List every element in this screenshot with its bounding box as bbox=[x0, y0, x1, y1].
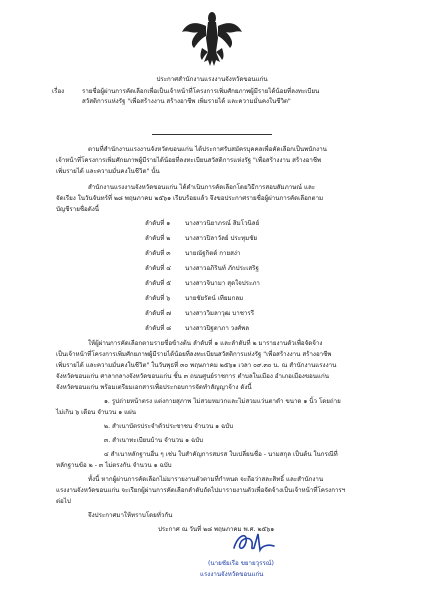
divider-line bbox=[152, 134, 272, 135]
para1-line2: เจ้าหน้าที่โครงการเพิ่มศักยภาพผู้มีรายได้น้อยที่ลงทะเบียนสวัสดิการแห่งรัฐ "เพื่อสร้างงาน สร้างอาชีพ bbox=[56, 157, 322, 164]
doc-item-4-line1: ๔ สำเนาหลักฐานอื่น ๆ เช่น ใบสำคัญการสมรส ใบเปลี่ยนชื่อ - นามสกุล เป็นต้น ในกรณีที่ bbox=[104, 451, 338, 458]
list-rank: ลำดับที่ ๘ bbox=[145, 325, 172, 332]
list-rank: ลำดับที่ ๑ bbox=[145, 220, 171, 227]
list-item bbox=[145, 295, 243, 303]
doc-item-3: ๓. สำเนาทะเบียนบ้าน จำนวน ๑ ฉบับ bbox=[104, 437, 204, 444]
doc-item-4-line2: หลักฐานข้อ ๒ - ๓ ไม่ตรงกัน จำนวน ๑ ฉบับ bbox=[56, 462, 172, 469]
list-rank: ลำดับที่ ๕ bbox=[145, 280, 171, 287]
list-rank: ลำดับที่ ๔ bbox=[145, 265, 171, 272]
signer-title: แรงงานจังหวัดขอนแก่น bbox=[200, 571, 264, 578]
list-name: นายณัฐกิตต์ กายสง่า bbox=[185, 250, 241, 257]
issuer-heading: ประกาศสำนักงานแรงงานจังหวัดขอนแก่น bbox=[156, 76, 268, 83]
garuda-emblem-icon bbox=[180, 8, 244, 68]
list-name: นางสาววิมลาวุฒ บาชารรี bbox=[185, 310, 255, 317]
para3-line4: จังหวัดขอนแก่น ศาลากลางจังหวัดขอนแก่น ชั้น ๓ ถนนศูนย์ราชการ ตำบลในเมือง อำเภอเมืองขอนแก่น bbox=[56, 373, 329, 380]
para4-line2: แรงงานจังหวัดขอนแก่น จะเรียกผู้ผ่านการคัดเลือกลำดับถัดไปมารายงานตัวเพื่อจัดจ้างเป็นเจ้าหน้าที่โครงการฯ bbox=[56, 487, 346, 494]
list-rank: ลำดับที่ ๒ bbox=[145, 235, 171, 242]
list-rank: ลำดับที่ ๓ bbox=[145, 250, 171, 257]
para2-line1: สำนักงานแรงงานจังหวัดขอนแก่น ได้ดำเนินการคัดเลือกโดยวิธีการสอบสัมภาษณ์ และ bbox=[88, 184, 316, 191]
list-name: นางสาวจินามา สุดใจประภา bbox=[185, 280, 260, 287]
list-item bbox=[145, 310, 254, 318]
list-item bbox=[145, 325, 249, 333]
para1-line3: เพิ่มรายได้ และความมั่นคงในชีวิต" นั้น bbox=[56, 168, 160, 175]
announcement-date: ประกาศ ณ วันที่ ๒๘ พฤษภาคม พ.ศ. ๒๕๖๑ bbox=[158, 526, 275, 533]
closing-announce: จึงประกาศมาให้ทราบโดยทั่วกัน bbox=[88, 512, 173, 519]
signature-icon bbox=[228, 528, 278, 556]
list-name: นางสาวอภิรินท์ ภักประเสริฐ bbox=[185, 265, 259, 272]
subject-line-2: สวัสดิการแห่งรัฐ "เพื่อสร้างงาน สร้างอาชีพ เพิ่มรายได้ และความมั่นคงในชีวิต" bbox=[82, 98, 291, 105]
para2-line3: บัญชีรายชื่อดังนี้ bbox=[56, 206, 100, 213]
para1-line1: ตามที่สำนักงานแรงงานจังหวัดขอนแก่น ได้ประกาศรับสมัครบุคคลเพื่อคัดเลือกเป็นพนักงาน bbox=[88, 146, 327, 153]
list-name: นางสาวปิฐดาภา วงศ์พล bbox=[185, 325, 250, 332]
list-rank: ลำดับที่ ๗ bbox=[145, 310, 171, 317]
list-item bbox=[145, 265, 259, 273]
para2-line2: จัดเรียง ในวันจันทร์ที่ ๒๘ พฤษภาคม ๒๕๖๑ เรียบร้อยแล้ว จึงขอประกาศรายชื่อผู้ผ่านการคัดเลือกตาม bbox=[56, 195, 324, 202]
list-rank: ลำดับที่ ๖ bbox=[145, 295, 171, 302]
list-item bbox=[145, 250, 240, 258]
doc-item-1-line2: ไม่เกิน ๖ เดือน จำนวน ๑ แผ่น bbox=[56, 409, 136, 416]
para3-line3: เพิ่มรายได้ และความมั่นคงในชีวิต" ในวันพุธที่ ๓๐ พฤษภาคม ๒๕๖๑ เวลา ๐๙.๓๐ น. ณ สำนักงานแรงงาน bbox=[56, 362, 337, 369]
subject-line-1: รายชื่อผู้ผ่านการคัดเลือกเพื่อเป็นเจ้าหน้าที่โครงการเพิ่มศักยภาพผู้มีรายได้น้อยที่ลงทะเบียน bbox=[82, 88, 320, 95]
list-name: นางสาวนิยาภรณ์ สิมโวนิลย์ bbox=[185, 220, 260, 227]
list-item bbox=[145, 235, 257, 243]
subject-label: เรื่อง bbox=[52, 88, 65, 95]
signer-name: (นายชัยเรือ ขยายวุรรณ์) bbox=[208, 560, 274, 567]
list-item bbox=[145, 220, 259, 228]
list-name: นายชัยรัตน์ เทียมกลม bbox=[185, 295, 244, 302]
doc-item-2: ๒. สำเนาบัตรประจำตัวประชาชน จำนวน ๑ ฉบับ bbox=[104, 423, 234, 430]
para3-line5: จังหวัดขอนแก่น พร้อมเตรียมเอกสารเพื่อประกอบการจัดทำสัญญาจ้าง ดังนี้ bbox=[56, 384, 252, 391]
list-name: นางสาวปิลาวัลย์ ประทุมชัย bbox=[185, 235, 258, 242]
doc-item-1-line1: ๑. รูปถ่ายหน้าตรง แต่งกายสุภาพ ไม่สวมหมวกและไม่สวมแว่นตาดำ ขนาด ๑ นิ้ว โดยถ่าย bbox=[104, 398, 341, 405]
para4-line1: ทั้งนี้ หากผู้ผ่านการคัดเลือกไม่มารายงานตัวตามที่กำหนด จะถือว่าสละสิทธิ์ และสำนักงาน bbox=[88, 476, 324, 483]
para3-line2: เป็นเจ้าหน้าที่โครงการเพิ่มศักยภาพผู้มีรายได้น้อยที่ลงทะเบียนสวัสดิการแห่งรัฐ "เพื่อสร้างงาน สร้างอาชีพ bbox=[56, 351, 332, 358]
para3-line1: ให้ผู้ผ่านการคัดเลือกตามรายชื่อข้างต้น ลำดับที่ ๑ และลำดับที่ ๒ มารายงานตัวเพื่อจัดจ้าง bbox=[88, 340, 323, 347]
para4-line3: ต่อไป bbox=[56, 498, 71, 505]
list-item bbox=[145, 280, 260, 288]
